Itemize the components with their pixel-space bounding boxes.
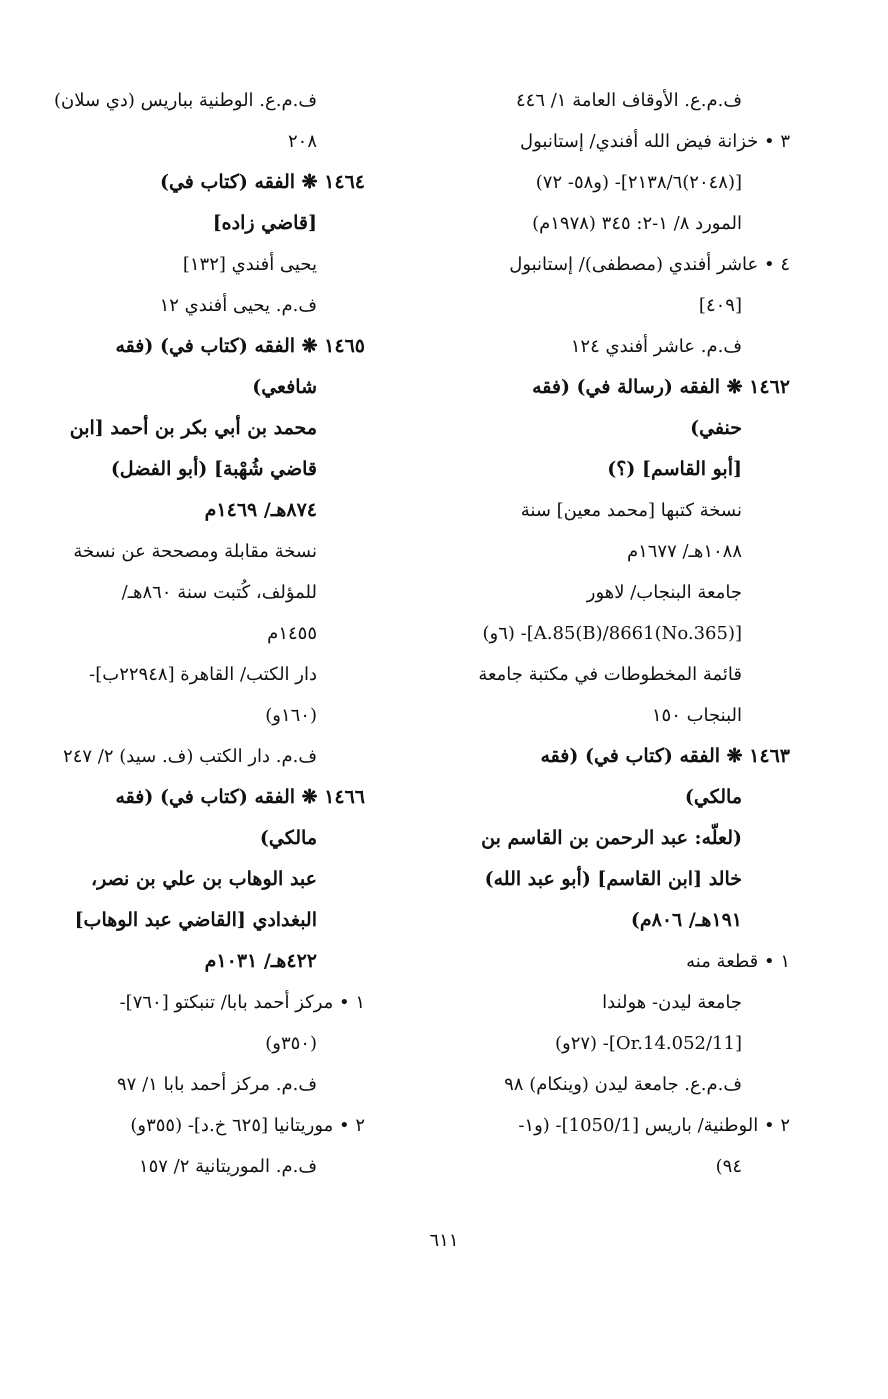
text-line: ٣ • خزانة فيض الله أفندي/ إستانبول [520, 131, 790, 152]
entry-heading-line: ٤٢٢هـ/ ١٠٣١م [204, 950, 317, 972]
text-line: نسخة كتبها [محمد معين] سنة [520, 500, 742, 521]
text-line: جامعة البنجاب/ لاهور [586, 582, 742, 603]
text-line: ف.م. يحيى أفندي ١٢ [159, 295, 317, 316]
entry-heading-line: ٨٧٤هـ/ ١٤٦٩م [204, 499, 317, 521]
text-line: ف.م.ع. الأوقاف العامة ١/ ٤٤٦ [515, 90, 742, 111]
page-number: ٦١١ [429, 1230, 459, 1251]
text-line: ٤ • عاشر أفندي (مصطفى)/ إستانبول [509, 254, 790, 275]
entry-heading-line: ١٤٦٦ ❋ الفقه (كتاب في) (فقه [115, 786, 365, 808]
entry-heading-line: مالكي) [259, 827, 317, 849]
entry-heading-line: شافعي) [252, 376, 317, 398]
entry-heading-line: [أبو القاسم] (؟) [607, 458, 742, 480]
entry-heading-line: البغدادي [القاضي عبد الوهاب] [74, 909, 317, 931]
text-line: ٩٤) [715, 1156, 742, 1177]
text-line: ف.م. مركز أحمد بابا ١/ ٩٧ [117, 1074, 317, 1095]
entry-heading-line: ١٤٦٣ ❋ الفقه (كتاب في) (فقه [540, 745, 790, 767]
text-line: ف.م.ع. جامعة ليدن (وينكام) ٩٨ [504, 1074, 742, 1095]
entry-heading-line: عبد الوهاب بن علي بن نصر، [90, 868, 317, 890]
text-line: للمؤلف، كُتبت سنة ٨٦٠هـ/ [121, 582, 317, 603]
text-line: ١٤٥٥م [267, 623, 317, 644]
text-line: دار الكتب/ القاهرة [٢٢٩٤٨ب]- [89, 664, 317, 685]
text-line: نسخة مقابلة ومصححة عن نسخة [73, 541, 317, 562]
text-line: (٣٥٠و) [265, 1033, 317, 1054]
entry-heading-line: ١٤٦٢ ❋ الفقه (رسالة في) (فقه [532, 376, 790, 398]
right-column [440, 80, 790, 1187]
text-line: قائمة المخطوطات في مكتبة جامعة [478, 664, 742, 685]
text-line: البنجاب ١٥٠ [651, 705, 742, 726]
text-line: [Or.14.052/11]- (٢٧و) [554, 1033, 742, 1054]
text-line: ١٠٨٨هـ/ ١٦٧٧م [626, 541, 742, 562]
text-line: ف.م.ع. الوطنية بباريس (دي سلان) [54, 90, 317, 111]
entry-heading-line: [قاضي زاده] [212, 212, 317, 234]
text-line: يحيى أفندي [١٣٢] [182, 254, 317, 275]
text-line: ٢٠٨ [287, 131, 317, 152]
text-line: (١٦٠و) [265, 705, 317, 726]
entry-heading-line: ١٤٦٤ ❋ الفقه (كتاب في) [159, 171, 365, 193]
left-column [15, 80, 365, 1187]
text-line: [٤٠٩] [698, 295, 742, 316]
text-line: ٢ • الوطنية/ باريس [1050/1]- (و١- [518, 1115, 790, 1136]
text-line: ف.م. دار الكتب (ف. سيد) ٢/ ٢٤٧ [63, 746, 317, 767]
text-line: جامعة ليدن- هولندا [602, 992, 742, 1013]
entry-heading-line: (لعلّه: عبد الرحمن بن القاسم بن [481, 827, 742, 849]
entry-heading-line: حنفي) [690, 417, 742, 439]
text-line: ف.م. الموريتانية ٢/ ١٥٧ [138, 1156, 317, 1177]
entry-heading-line: قاضي شُهْبة] (أبو الفضل) [110, 458, 317, 480]
text-line: ف.م. عاشر أفندي ١٢٤ [570, 336, 742, 357]
entry-heading-line: مالكي) [684, 786, 742, 808]
entry-heading-line: خالد [ابن القاسم] (أبو عبد الله) [484, 868, 742, 890]
text-line: ١ • مركز أحمد بابا/ تنبكتو [٧٦٠]- [119, 992, 365, 1013]
entry-heading-line: محمد بن أبي بكر بن أحمد [ابن [69, 417, 317, 439]
text-line: المورد ٨/ ١-٢: ٣٤٥ (١٩٧٨م) [532, 213, 742, 234]
text-line: ١ • قطعة منه [686, 951, 790, 972]
entry-heading-line: ١٤٦٥ ❋ الفقه (كتاب في) (فقه [115, 335, 365, 357]
text-line: [(٢٠٤٨)٢١٣٨/٦]- (و٥٨- ٧٢) [535, 172, 742, 193]
text-line: ٢ • موريتانيا [٦٢٥ خ.د]- (٣٥٥و) [130, 1115, 365, 1136]
text-line: [(No.365)A.85(B)/8661]- (٦و) [482, 623, 742, 644]
entry-heading-line: ١٩١هـ/ ٨٠٦م) [630, 909, 742, 931]
